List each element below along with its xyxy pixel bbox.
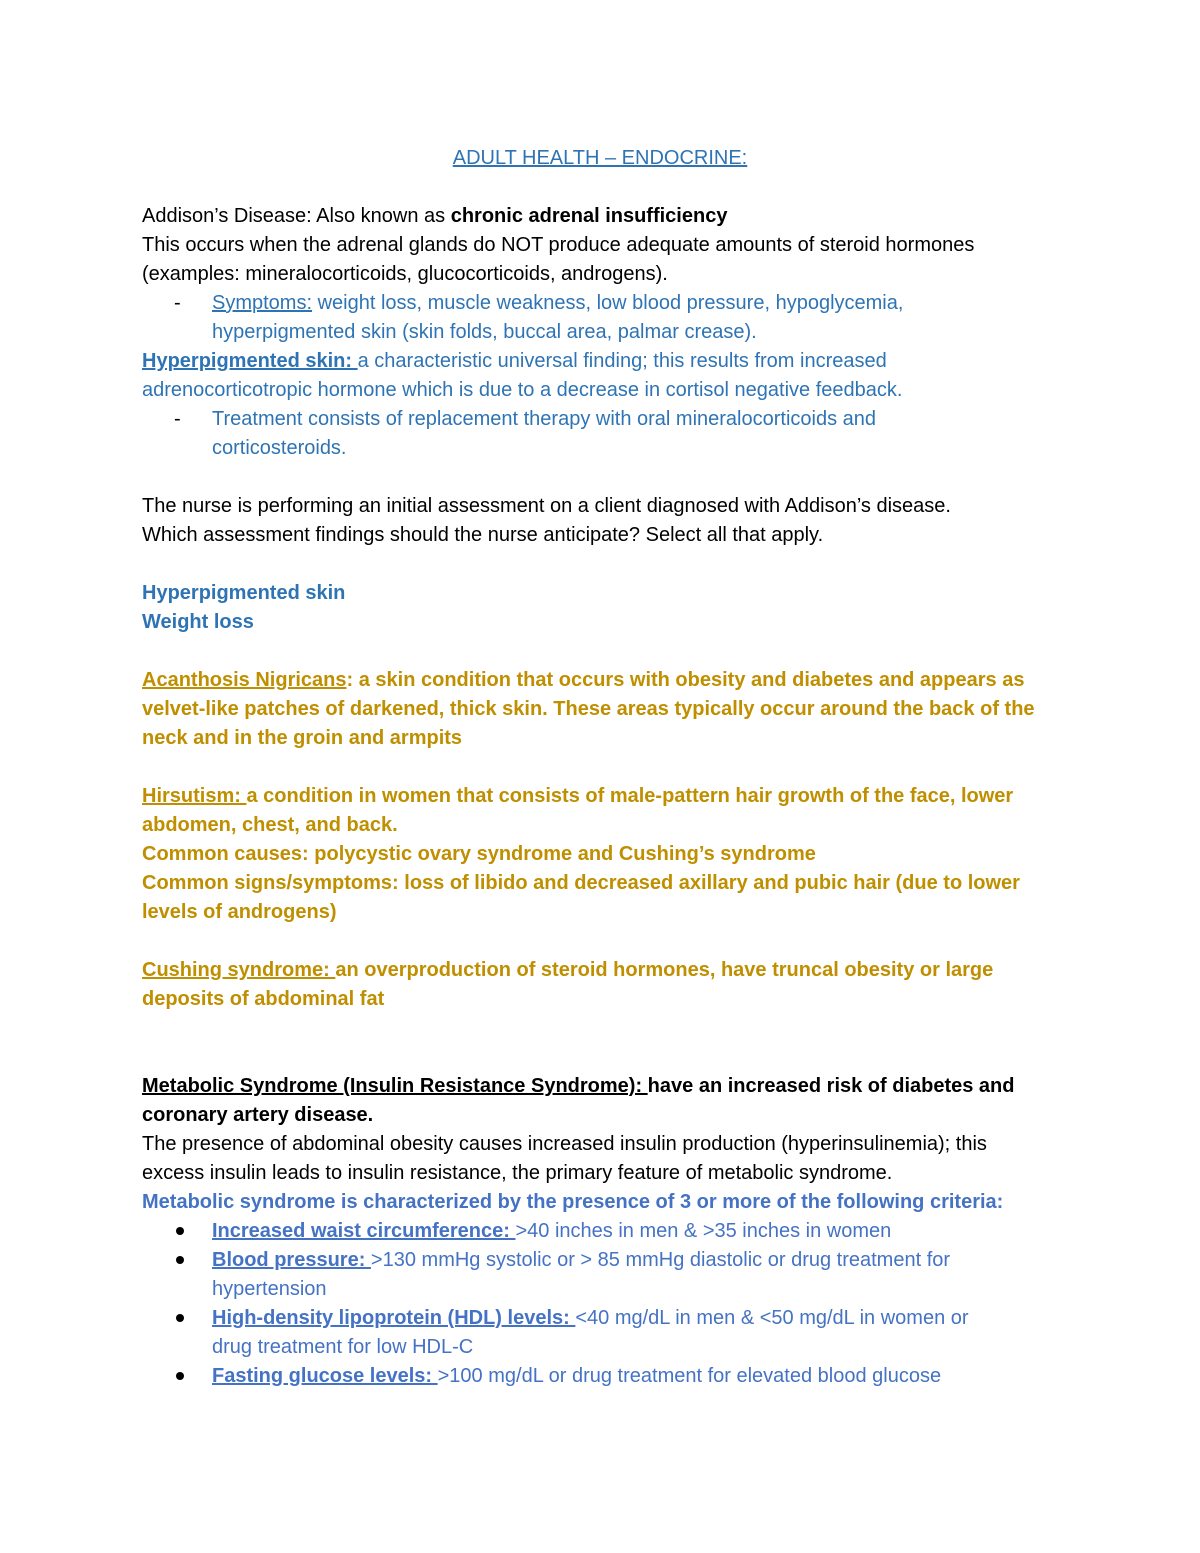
metabolic-desc: The presence of abdominal obesity causes increased insulin production (hyperinsulinemia); this bbox=[142, 1133, 987, 1155]
criteria-heading: Metabolic syndrome is characterized by the presence of 3 or more of the following criteria: bbox=[142, 1191, 1004, 1213]
bullet-icon bbox=[142, 1217, 212, 1246]
hirsutism-definition: Hirsutism: a condition in women that consists of male-pattern hair growth of the face, lower bbox=[142, 785, 1014, 807]
hyperpigmented-definition: Hyperpigmented skin: a characteristic universal finding; this results from increased bbox=[142, 350, 887, 372]
dash-marker: - bbox=[174, 408, 181, 430]
symptoms-label: Symptoms: bbox=[212, 292, 313, 314]
hyperpigmented-label: Hyperpigmented skin: bbox=[142, 350, 358, 372]
hirsutism-signs: Common signs/symptoms: loss of libido and decreased axillary and pubic hair (due to lower bbox=[142, 872, 1020, 894]
criteria-list-item: High-density lipoprotein (HDL) levels: <40 mg/dL in men & <50 mg/dL in women or drug treatment for low HDL-C bbox=[142, 1304, 1072, 1362]
criteria-label: High-density lipoprotein (HDL) levels: bbox=[212, 1307, 576, 1329]
criteria-list-item: Increased waist circumference: >40 inches in men & >35 inches in women bbox=[142, 1217, 1072, 1246]
question-line2: Which assessment findings should the nurse anticipate? Select all that apply. bbox=[142, 524, 824, 546]
criteria-label: Increased waist circumference: bbox=[212, 1220, 516, 1242]
acanthosis-label: Acanthosis Nigricans bbox=[142, 669, 347, 691]
treatment-item: - Treatment consists of replacement therapy with oral mineralocorticoids and corticosteroids. bbox=[142, 405, 1072, 463]
symptoms-item: - Symptoms: weight loss, muscle weakness, low blood pressure, hypoglycemia, hyperpigmented skin (skin folds, buccal area, palmar crease). bbox=[142, 289, 1072, 347]
metabolic-definition: Metabolic Syndrome (Insulin Resistance Syndrome): have an increased risk of diabetes and bbox=[142, 1075, 1015, 1097]
addison-synonym: chronic adrenal insufficiency bbox=[450, 205, 728, 227]
hirsutism-causes: Common causes: polycystic ovary syndrome and Cushing’s syndrome bbox=[142, 843, 816, 865]
bullet-icon bbox=[142, 1304, 212, 1362]
bullet-icon bbox=[142, 1246, 212, 1304]
criteria-label: Fasting glucose levels: bbox=[212, 1365, 438, 1387]
cushing-label: Cushing syndrome: bbox=[142, 959, 336, 981]
answer-item: Hyperpigmented skin bbox=[142, 582, 346, 604]
criteria-list-item: Blood pressure: >130 mmHg systolic or > 85 mmHg diastolic or drug treatment for hypertension bbox=[142, 1246, 1072, 1304]
bullet-icon bbox=[142, 1362, 212, 1391]
hirsutism-label: Hirsutism: bbox=[142, 785, 247, 807]
acanthosis-definition: Acanthosis Nigricans: a skin condition that occurs with obesity and diabetes and appears as bbox=[142, 669, 1025, 691]
question-line1: The nurse is performing an initial assessment on a client diagnosed with Addison’s disease. bbox=[142, 495, 951, 517]
page-title: ADULT HEALTH – ENDOCRINE: bbox=[452, 147, 748, 169]
answer-item: Weight loss bbox=[142, 611, 254, 633]
metabolic-label: Metabolic Syndrome (Insulin Resistance Syndrome): bbox=[142, 1075, 648, 1097]
criteria-list-item: Fasting glucose levels: >100 mg/dL or drug treatment for elevated blood glucose bbox=[142, 1362, 1072, 1391]
addison-intro: Addison’s Disease: Also known as chronic adrenal insufficiency bbox=[142, 205, 728, 227]
addison-desc-line1: This occurs when the adrenal glands do NOT produce adequate amounts of steroid hormones bbox=[142, 234, 975, 256]
criteria-label: Blood pressure: bbox=[212, 1249, 371, 1271]
cushing-definition: Cushing syndrome: an overproduction of steroid hormones, have truncal obesity or large bbox=[142, 959, 994, 981]
dash-marker: - bbox=[174, 292, 181, 314]
document-body: ADULT HEALTH – ENDOCRINE: Addison’s Disease: Also known as chronic adrenal insufficiency This occurs when the adrenal glands do NOT produce adequate amounts of steroid hormones (examples: mineralocorticoids, glucocorticoids, androgens). - Symptoms: weight loss, muscle weakness, low blood pressure, hypoglycemia, hyperpigmented skin (skin folds, buccal area, palmar crease). Hyperpigmented skin: a characteristic universal finding; this results from increased adrenocorticotropic hormone which is due to a decrease in cortisol negative feedback. - Treatment consists of replacement therapy with oral mineralocorticoids and corticosteroids. The nurse is performing an initial assessment on a client diagnosed with Addison’s disease. Which assessment findings should the nurse anticipate? Select all that apply. Hyperpigmented skin Weight loss Acanthosis Nigricans: a skin condition that occurs with obesity and diabetes and appears as velvet-like patches of darkened, thick skin. These areas typically occur around the back of the neck and in the groin and armpits Hirsutism: a condition in women that consists of male-pattern hair growth of the face, lower abdomen, chest, and back. Common causes: polycystic ovary syndrome and Cushing’s syndrome Common signs/symptoms: loss of libido and decreased axillary and pubic hair (due to lower levels of androgens) Cushing syndrome: an overproduction of steroid hormones, have truncal obesity or large deposits of abdominal fat Metabolic Syndrome (Insulin Resistance Syndrome): have an increased risk of diabetes and coronary artery disease. The presence of abdominal obesity causes increased insulin production (hyperinsulinemia); this excess insulin leads to insulin resistance, the primary feature of metabolic syndrome. Metabolic syndrome is characterized by the presence of 3 or more of the following criteria: Increased waist circumference: >40 inches in men & >35 inches in women Blood pressure: >130 mmHg systolic or > 85 mmHg diastolic or drug treatment for hypertension High-density lipoprotein (HDL) levels: <40 mg/dL in men & <50 mg/dL in women or drug treatment for low HDL-C Fasting glucose levels: >100 mg/dL or drug treatment for elevated blood glucose bbox=[142, 144, 1072, 1391]
addison-desc-line2: (examples: mineralocorticoids, glucocorticoids, androgens). bbox=[142, 263, 668, 285]
